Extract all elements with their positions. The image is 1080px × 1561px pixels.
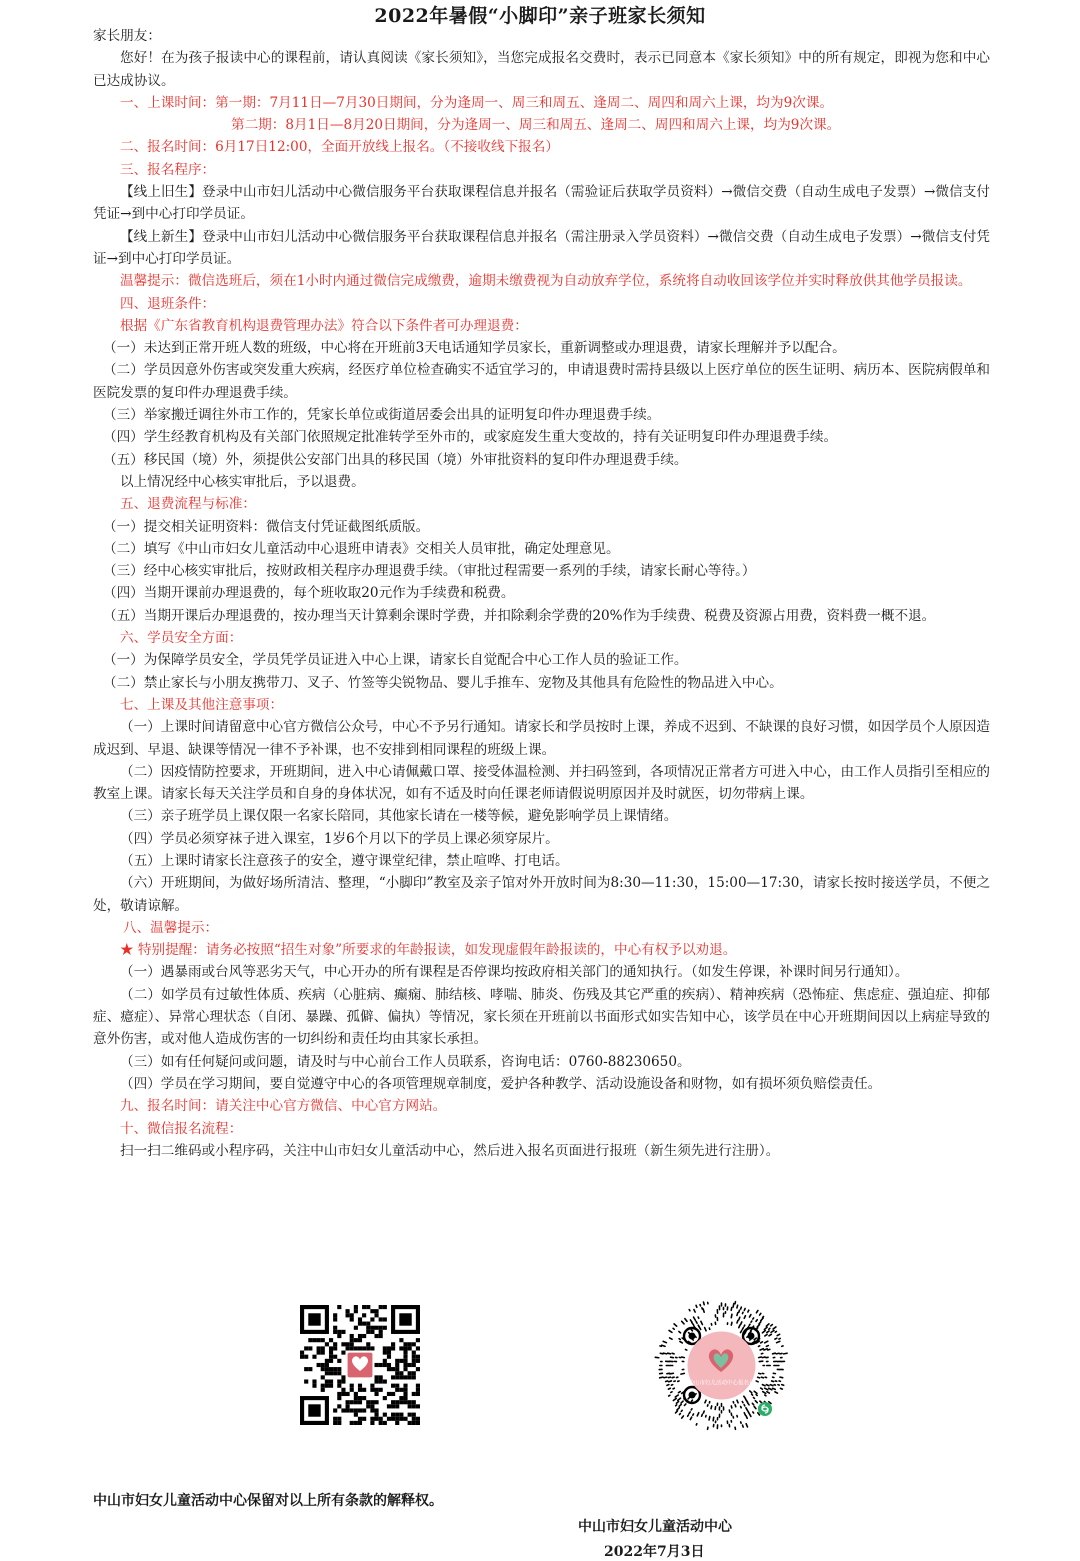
organization-signature: 中山市妇女儿童活动中心 [578, 1516, 732, 1536]
notice-paragraph: （五）当期开课后办理退费的，按办理当天计算剩余课时学费，并扣除剩余学费的20%作为手续费、税费及资源占用费，资料费一概不退。 [93, 605, 990, 627]
notice-paragraph: （四）学员必须穿袜子进入课室，1岁6个月以下的学员上课必须穿尿片。 [93, 828, 990, 850]
notice-paragraph: （三）经中心核实审批后，按财政相关程序办理退费手续。（审批过程需要一系列的手续，请家长耐心等待。） [93, 560, 990, 582]
notice-paragraph: 您好！在为孩子报读中心的课程前，请认真阅读《家长须知》，当您完成报名交费时，表示已同意本《家长须知》中的所有规定，即视为您和中心已达成协议。 [93, 47, 990, 92]
notice-paragraph: （三）亲子班学员上课仅限一名家长陪同，其他家长请在一楼等候，避免影响学员上课情绪。 [93, 805, 990, 827]
notice-body [93, 25, 990, 1162]
notice-paragraph: （二）因疫情防控要求，开班期间，进入中心请佩戴口罩、接受体温检测、并扫码签到，各项情况正常者方可进入中心，由工作人员指引至相应的教室上课。请家长每天关注学员和自身的身体状况，如有不适及时向任课老师请假说明原因并及时就医，切勿带病上课。 [93, 761, 990, 806]
notice-paragraph: 【线上旧生】登录中山市妇儿活动中心微信服务平台获取课程信息并报名（需验证后获取学员资料）→微信交费（自动生成电子发票）→微信支付凭证→到中心打印学员证。 [93, 181, 990, 226]
notice-paragraph: 三、报名程序： [93, 159, 990, 181]
notice-paragraph: （四）学员在学习期间，要自觉遵守中心的各项管理规章制度，爱护各种教学、活动设施设备和财物，如有损坏须负赔偿责任。 [93, 1073, 990, 1095]
notice-paragraph: （一）未达到正常开班人数的班级，中心将在开班前3天电话通知学员家长，重新调整或办理退费，请家长理解并予以配合。 [93, 337, 990, 359]
notice-paragraph: （二）学员因意外伤害或突发重大疾病，经医疗单位检查确实不适宜学习的，申请退费时需持县级以上医疗单位的医生证明、病历本、医院病假单和医院发票的复印件办理退费手续。 [93, 359, 990, 404]
notice-paragraph: 七、上课及其他注意事项： [93, 694, 990, 716]
notice-paragraph: （五）移民国（境）外，须提供公安部门出具的移民国（境）外审批资料的复印件办理退费手续。 [93, 449, 990, 471]
notice-paragraph: 六、学员安全方面： [93, 627, 990, 649]
notice-paragraph: 【线上新生】登录中山市妇儿活动中心微信服务平台获取课程信息并报名（需注册录入学员资料）→微信交费（自动生成电子发票）→微信支付凭证→到中心打印学员证。 [93, 226, 990, 271]
interpretation-note: 中山市妇女儿童活动中心保留对以上所有条款的解释权。 [93, 1490, 443, 1510]
notice-paragraph: 根据《广东省教育机构退费管理办法》符合以下条件者可办理退费： [93, 315, 990, 337]
issue-date: 2022年7月3日 [604, 1541, 704, 1561]
mini-program-code-icon[interactable] [654, 1298, 789, 1433]
notice-paragraph: （三）如有任何疑问或问题，请及时与中心前台工作人员联系，咨询电话：0760-88230650。 [93, 1051, 990, 1073]
notice-paragraph: （一）上课时间请留意中心官方微信公众号，中心不予另行通知。请家长和学员按时上课，养成不迟到、不缺课的良好习惯，如因学员个人原因造成迟到、早退、缺课等情况一律不予补课，也不安排到相同课程的班级上课。 [93, 716, 990, 761]
notice-paragraph: 家长朋友： [93, 25, 990, 47]
page-title: 2022年暑假“小脚印”亲子班家长须知 [0, 1, 1080, 28]
notice-paragraph: （三）举家搬迁调往外市工作的，凭家长单位或街道居委会出具的证明复印件办理退费手续。 [93, 404, 990, 426]
notice-paragraph: （一）为保障学员安全，学员凭学员证进入中心上课，请家长自觉配合中心工作人员的验证工作。 [93, 649, 990, 671]
notice-paragraph: （四）学生经教育机构及有关部门依照规定批准转学至外市的，或家庭发生重大变故的，持有关证明复印件办理退费手续。 [93, 426, 990, 448]
notice-paragraph: （四）当期开课前办理退费的，每个班收取20元作为手续费和税费。 [93, 582, 990, 604]
notice-paragraph: 扫一扫二维码或小程序码，关注中山市妇女儿童活动中心，然后进入报名页面进行报班（新生须先进行注册）。 [93, 1140, 990, 1162]
notice-paragraph: ★ 特别提醒：请务必按照“招生对象”所要求的年龄报读，如发现虚假年龄报读的，中心有权予以劝退。 [93, 939, 990, 961]
notice-paragraph: （一）遇暴雨或台风等恶劣天气，中心开办的所有课程是否停课均按政府相关部门的通知执行。（如发生停课，补课时间另行通知）。 [93, 961, 990, 983]
notice-paragraph: 温馨提示：微信选班后，须在1小时内通过微信完成缴费，逾期未缴费视为自动放弃学位，系统将自动收回该学位并实时释放供其他学员报读。 [93, 270, 990, 292]
notice-paragraph: （六）开班期间，为做好场所清洁、整理，“小脚印”教室及亲子馆对外开放时间为8:30—11:30，15:00—17:30，请家长按时接送学员，不便之处，敬请谅解。 [93, 872, 990, 917]
notice-paragraph: 二、报名时间：6月17日12:00，全面开放线上报名。（不接收线下报名） [93, 136, 990, 158]
notice-paragraph: （二）填写《中山市妇女儿童活动中心退班申请表》交相关人员审批，确定处理意见。 [93, 538, 990, 560]
notice-paragraph: 八、温馨提示： [93, 917, 990, 939]
notice-paragraph: 十、微信报名流程： [93, 1118, 990, 1140]
notice-paragraph: 一、上课时间：第一期：7月11日—7月30日期间，分为逢周一、周三和周五、逢周二、周四和周六上课，均为9次课。 [93, 92, 990, 114]
qr-code-section [0, 1298, 1080, 1433]
notice-paragraph: （五）上课时请家长注意孩子的安全，遵守课堂纪律，禁止喧哗、打电话。 [93, 850, 990, 872]
notice-paragraph: 四、退班条件： [93, 293, 990, 315]
notice-paragraph: 以上情况经中心核实审批后，予以退费。 [93, 471, 990, 493]
notice-paragraph: 第二期：8月1日—8月20日期间，分为逢周一、周三和周五、逢周二、周四和周六上课，均为9次课。 [93, 114, 990, 136]
notice-paragraph: （二）如学员有过敏性体质、疾病（心脏病、癫痫、肺结核、哮喘、肺炎、伤残及其它严重的疾病）、精神疾病（恐怖症、焦虑症、强迫症、抑郁症、癔症）、异常心理状态（自闭、暴躁、孤僻、偏执）等情况，家长须在开班前以书面形式如实告知中心，该学员在中心开班期间因以上病症导致的意外伤害，或对他人造成伤害的一切纠纷和责任均由其家长承担。 [93, 984, 990, 1051]
svg-text:中山市妇儿活动中心报名号: 中山市妇儿活动中心报名号 [688, 1379, 755, 1387]
notice-paragraph: 五、退费流程与标准： [93, 493, 990, 515]
notice-paragraph: 九、报名时间：请关注中心官方微信、中心官方网站。 [93, 1095, 990, 1117]
qr-code-icon[interactable] [300, 1305, 420, 1425]
notice-paragraph: （一）提交相关证明资料：微信支付凭证截图纸质版。 [93, 516, 990, 538]
notice-paragraph: （二）禁止家长与小朋友携带刀、叉子、竹签等尖锐物品、婴儿手推车、宠物及其他具有危险性的物品进入中心。 [93, 672, 990, 694]
